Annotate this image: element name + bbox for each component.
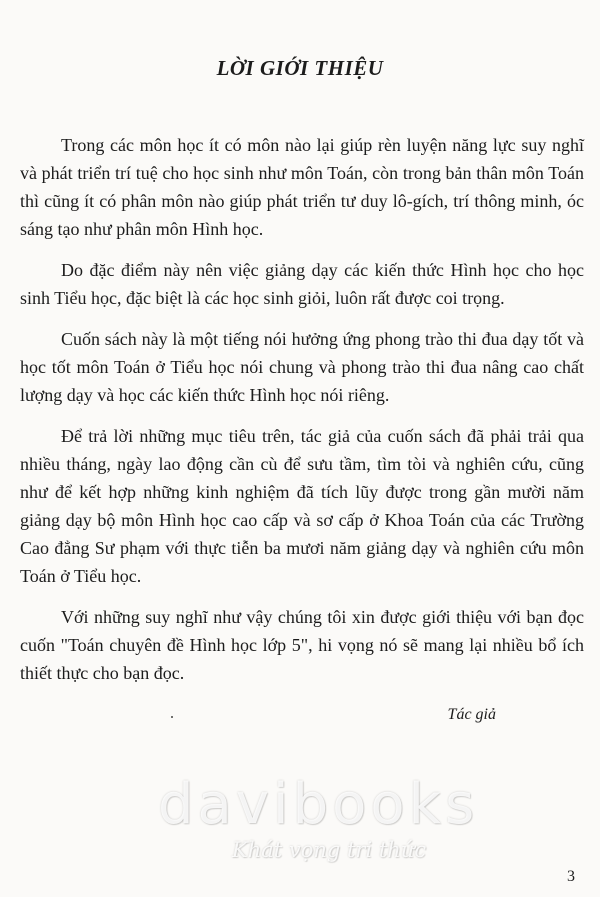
watermark-brand: davibooks: [158, 772, 479, 837]
page-number: 3: [567, 868, 575, 885]
author-signature: Tác giả: [447, 706, 496, 723]
print-speck: [171, 716, 173, 718]
paragraph-4: Để trả lời những mục tiêu trên, tác giả của cuốn sách đã phải trải qua nhiều tháng, ngày lao động cần cù để sưu tầm, tìm tòi và nghiên cứu, cũng như để kết hợp những kinh nghiệm đã tích lũy được trong gần mười năm giảng dạy bộ môn Hình học cao cấp và sơ cấp ở Khoa Toán của các Trường Cao đẳng Sư phạm với thực tiễn ba mươi năm giảng dạy và nghiên cứu môn Toán ở Tiểu học.: [20, 426, 584, 586]
watermark: [0, 772, 600, 875]
paragraph-1: Trong các môn học ít có môn nào lại giúp rèn luyện năng lực suy nghĩ và phát triển trí tuệ cho học sinh như môn Toán, còn trong bản thân môn Toán thì cũng ít có phân môn nào giúp phát triển tư duy lô-gích, trí thông minh, óc sáng tạo như phân môn Hình học.: [20, 135, 584, 239]
paragraph-5: Với những suy nghĩ như vậy chúng tôi xin được giới thiệu với bạn đọc cuốn "Toán chuyên đề Hình học lớp 5", hi vọng nó sẽ mang lại nhiều bổ ích thiết thực cho bạn đọc.: [20, 607, 584, 683]
paragraph-2: Do đặc điểm này nên việc giảng dạy các kiến thức Hình học cho học sinh Tiểu học, đặc biệt là các học sinh giỏi, luôn rất được coi trọng.: [20, 260, 584, 308]
page-title: LỜI GIỚI THIỆU: [216, 56, 384, 80]
paragraph-3: Cuốn sách này là một tiếng nói hưởng ứng phong trào thi đua dạy tốt và học tốt môn Toán ở Tiểu học nói chung và phong trào thi đua nâng cao chất lượng dạy và học các kiến thức Hình học nói riêng.: [20, 329, 584, 405]
body-text: [20, 131, 584, 700]
watermark-slogan: Khát vọng tri thức: [232, 838, 427, 862]
